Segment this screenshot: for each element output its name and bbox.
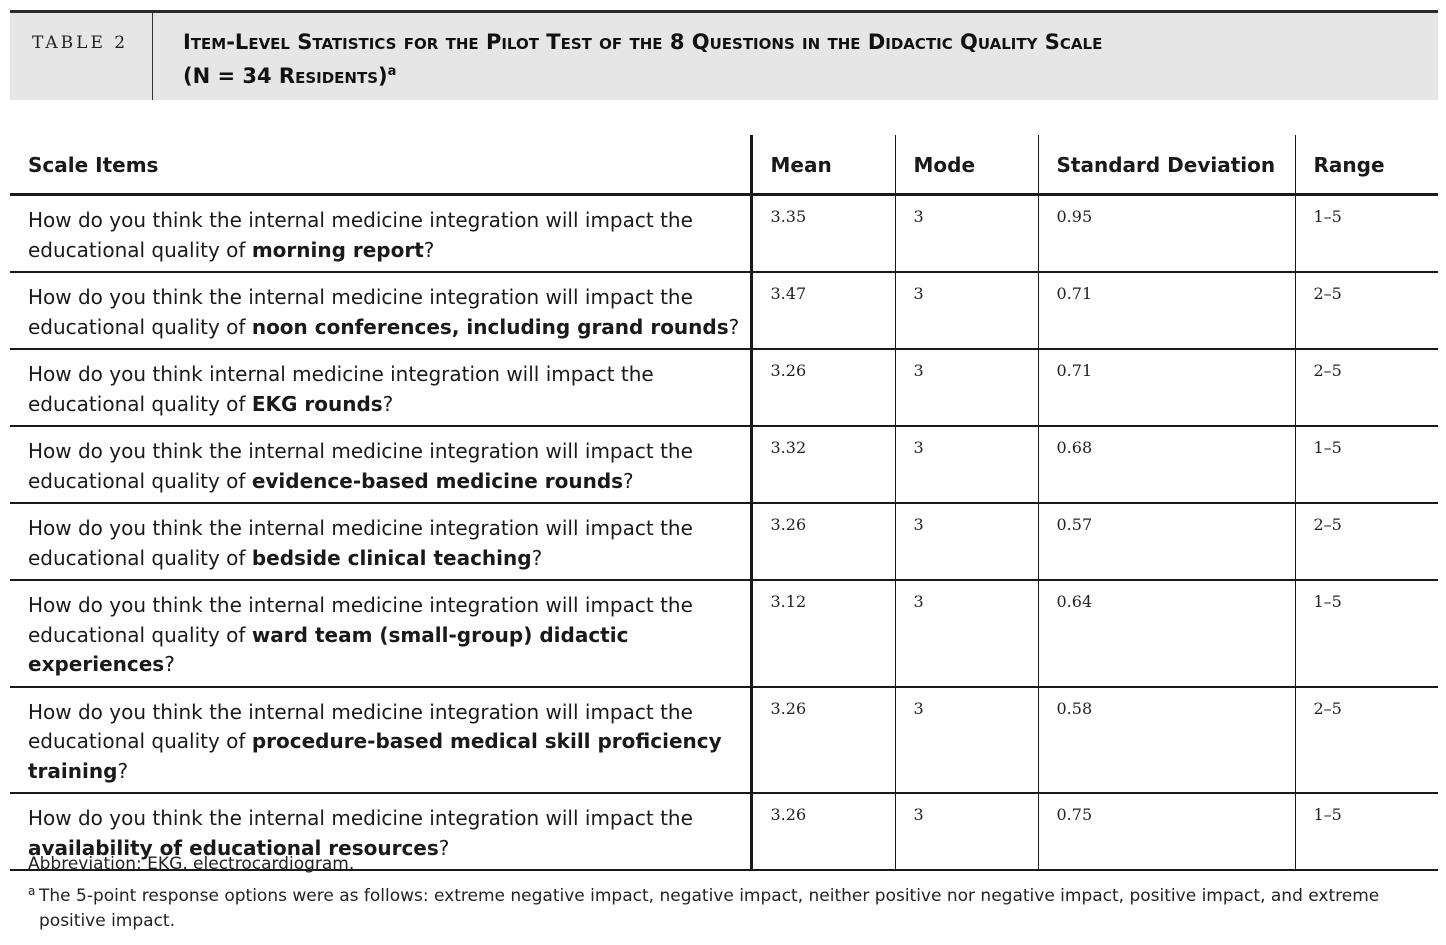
mode-cell: 3 — [895, 687, 1038, 794]
abbreviation-note: Abbreviation: EKG, electrocardiogram. — [28, 854, 355, 874]
table-header — [10, 10, 1438, 100]
mode-cell: 3 — [895, 503, 1038, 580]
column-header-mean: Mean — [751, 135, 895, 195]
title-line-2: (N = 34 Residents) — [183, 64, 388, 88]
question-cell: How do you think internal medicine integration will impact the educational quality of EKG rounds? — [10, 349, 751, 426]
question-cell: How do you think the internal medicine integration will impact the availability of educational resources? — [10, 793, 751, 870]
mean-cell: 3.32 — [751, 426, 895, 503]
question-topic: bedside clinical teaching — [251, 545, 532, 570]
sd-cell: 0.64 — [1038, 580, 1295, 687]
sd-cell: 0.95 — [1038, 195, 1295, 273]
question-cell: How do you think the internal medicine integration will impact the educational quality of ward team (small-group) didactic experiences? — [10, 580, 751, 687]
statistics-table — [10, 135, 1438, 871]
mean-cell: 3.26 — [751, 793, 895, 870]
question-topic: evidence-based medicine rounds — [251, 468, 624, 493]
mean-cell: 3.26 — [751, 503, 895, 580]
header-divider — [152, 13, 153, 100]
range-cell: 1–5 — [1295, 793, 1438, 870]
sd-cell: 0.71 — [1038, 349, 1295, 426]
mean-cell: 3.26 — [751, 687, 895, 794]
table-row — [10, 580, 1438, 687]
range-cell: 2–5 — [1295, 687, 1438, 794]
question-topic: ward team (small-group) didactic experiences — [28, 622, 629, 676]
column-header-mode: Mode — [895, 135, 1038, 195]
mean-cell: 3.12 — [751, 580, 895, 687]
title-line-1: Item-Level Statistics for the Pilot Test of the 8 Questions in the Didactic Quality Scale — [183, 30, 1103, 54]
mean-cell: 3.47 — [751, 272, 895, 349]
header-row — [10, 135, 1438, 195]
table-row — [10, 349, 1438, 426]
column-header-range: Range — [1295, 135, 1438, 195]
title-footnote-marker: a — [387, 64, 397, 79]
range-cell: 1–5 — [1295, 195, 1438, 273]
table-footnotes — [28, 852, 1440, 934]
footnote-marker: a — [28, 884, 36, 898]
sd-cell: 0.71 — [1038, 272, 1295, 349]
mode-cell: 3 — [895, 426, 1038, 503]
table-row — [10, 195, 1438, 273]
sd-cell: 0.57 — [1038, 503, 1295, 580]
mode-cell: 3 — [895, 580, 1038, 687]
mode-cell: 3 — [895, 349, 1038, 426]
question-topic: morning report — [251, 237, 424, 262]
table-row — [10, 272, 1438, 349]
question-cell: How do you think the internal medicine integration will impact the educational quality of morning report? — [10, 195, 751, 273]
mode-cell: 3 — [895, 195, 1038, 273]
sd-cell: 0.58 — [1038, 687, 1295, 794]
range-cell: 2–5 — [1295, 503, 1438, 580]
mean-cell: 3.26 — [751, 349, 895, 426]
mode-cell: 3 — [895, 272, 1038, 349]
question-topic: procedure-based medical skill proficiency training — [28, 729, 722, 783]
question-topic: noon conferences, including grand rounds — [251, 314, 729, 339]
table-row — [10, 503, 1438, 580]
response-options-note — [28, 884, 1440, 934]
question-cell: How do you think the internal medicine integration will impact the educational quality of procedure-based medical skill proficiency training? — [10, 687, 751, 794]
table-row — [10, 687, 1438, 794]
column-header-standard-deviation: Standard Deviation — [1038, 135, 1295, 195]
sd-cell: 0.68 — [1038, 426, 1295, 503]
sd-cell: 0.75 — [1038, 793, 1295, 870]
mean-cell: 3.35 — [751, 195, 895, 273]
footnote-text: The 5-point response options were as follows: extreme negative impact, negative impact, neither positive nor negative impact, positive impact, and extreme positive impact. — [39, 886, 1380, 931]
mode-cell: 3 — [895, 793, 1038, 870]
table-label: TABLE 2 — [32, 33, 129, 53]
column-header-scale-items: Scale Items — [10, 135, 751, 195]
question-topic: EKG rounds — [251, 391, 383, 416]
question-topic: availability of educational resources — [28, 835, 439, 860]
range-cell: 2–5 — [1295, 272, 1438, 349]
question-cell: How do you think the internal medicine integration will impact the educational quality of bedside clinical teaching? — [10, 503, 751, 580]
range-cell: 2–5 — [1295, 349, 1438, 426]
table-row — [10, 426, 1438, 503]
range-cell: 1–5 — [1295, 580, 1438, 687]
range-cell: 1–5 — [1295, 426, 1438, 503]
question-cell: How do you think the internal medicine integration will impact the educational quality of noon conferences, including grand rounds? — [10, 272, 751, 349]
table-title — [183, 25, 1363, 93]
question-cell: How do you think the internal medicine integration will impact the educational quality of evidence-based medicine rounds? — [10, 426, 751, 503]
